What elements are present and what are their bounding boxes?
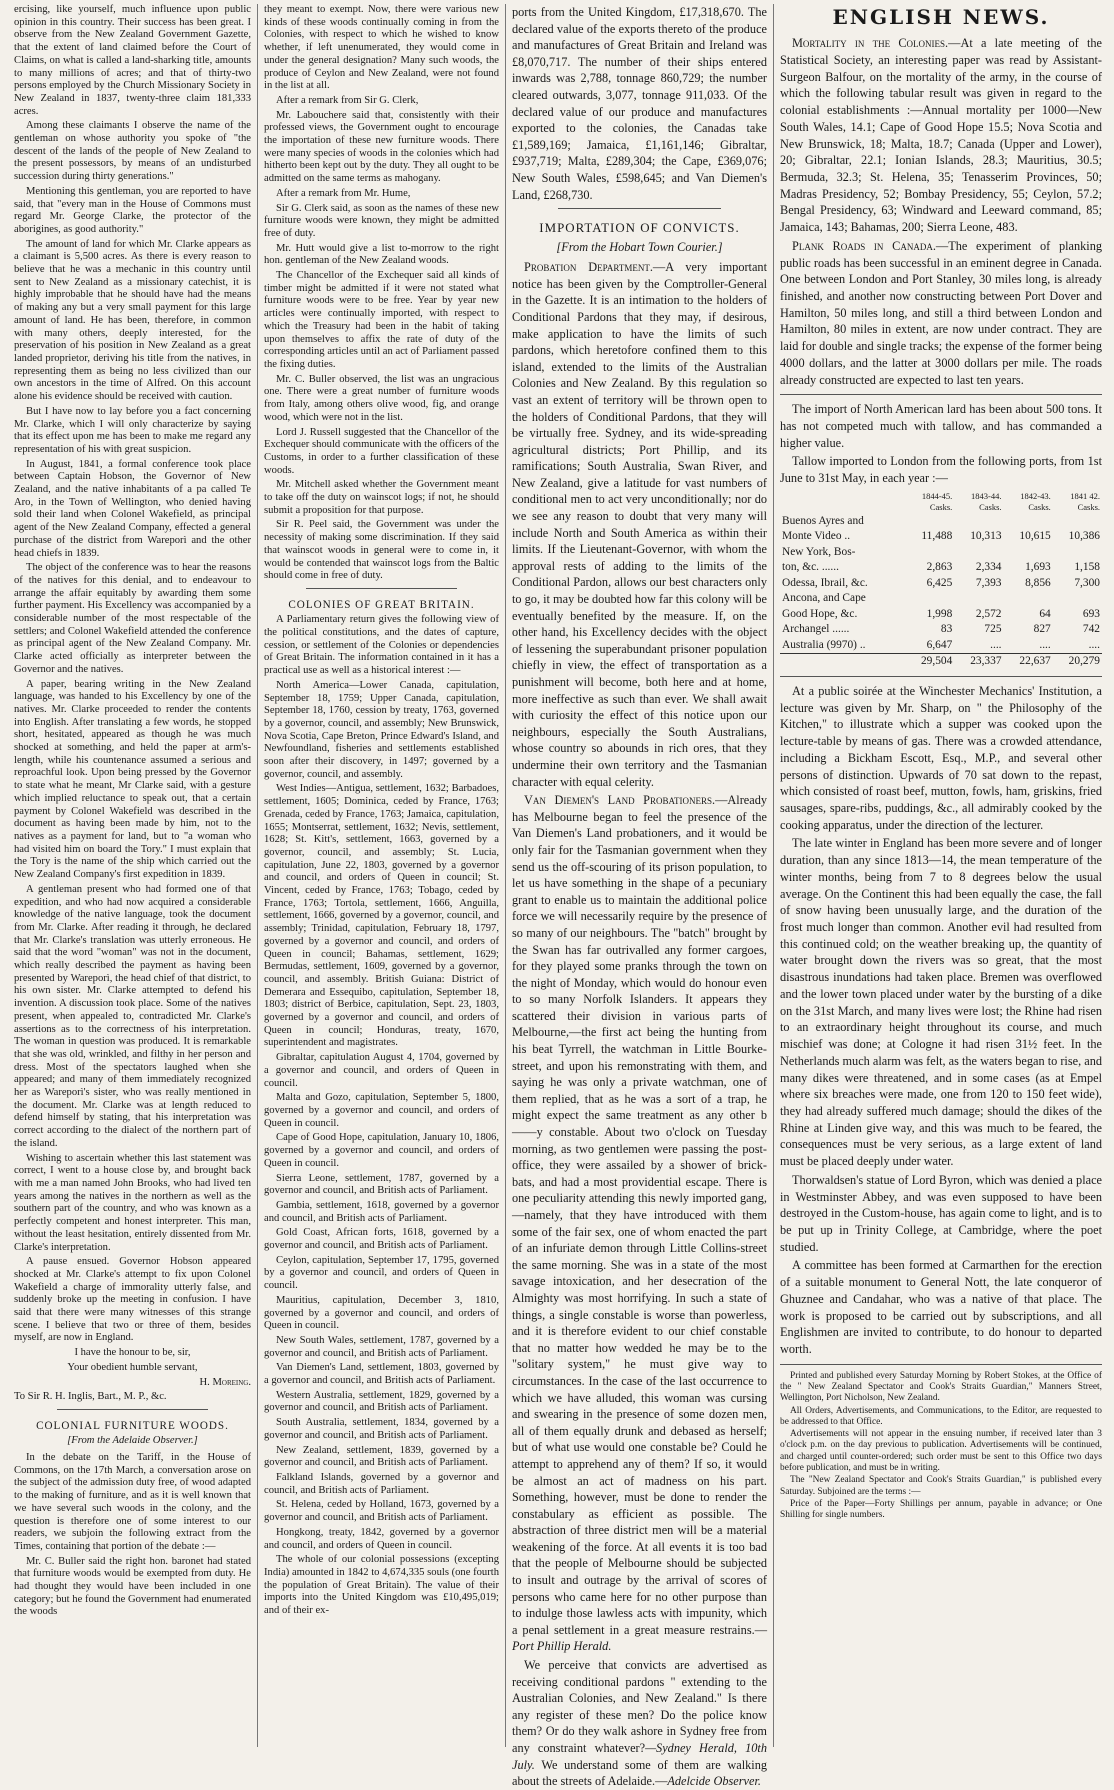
table-cell: 8,856 [1025,576,1051,589]
column-1 [8,4,258,1747]
table-header-row [780,491,1102,503]
article-paragraph: North America—Lower Canada, capitulation, September 18, 1759; Upper Canada, capitulation, September 18, 1760, cession by treaty, 1763, governed by a governor, council, and assembly; New Brunswick, Nova Scotia, Cape Breton, Prince Edward's Island, and Newfoundland, fisheries and settlements established soon after their discovery, in 1497; governed by a governor, council, and assembly. [264,679,499,780]
article-source: [From the Adelaide Observer.] [67,1435,198,1447]
table-cell: 22,637 [1004,654,1053,670]
section-divider [780,1364,1102,1365]
imprint-paragraph: Printed and published every Saturday Morning by Robert Stokes, at the Office of the " New Zealand Spectator and Cook's Straits Guardian," Manners Street, Wellington, Port Nicholson, New Zealand. [780,1370,1102,1404]
article-heading: IMPORTATION OF CONVICTS. [539,220,740,236]
table-cell: 725 [984,623,1002,636]
article-paragraph: Western Australia, settlement, 1829, governed by a governor and council, and British acts of Parliament. [264,1389,499,1414]
column-4 [774,4,1108,1747]
table-cell [954,591,1003,607]
table-row-label: Ancona, and Cape [782,592,866,605]
article-paragraph: After a remark from Sir G. Clerk, [276,94,419,106]
table-header-cell: Casks. [929,502,953,513]
table-cell: .... [990,638,1002,651]
table-cell [905,545,954,561]
table-cell: 11,488 [921,530,953,543]
letter-signature: H. Moreing. [199,1376,251,1388]
table-cell [1053,514,1102,530]
table-cell: 2,863 [926,561,953,574]
table-header-cell: 1843-44. [971,490,1002,501]
table-header-cell: Casks. [979,502,1002,513]
article-paragraph: New Zealand, settlement, 1839, governed by a governor and council, and British acts of Parliament. [264,1444,499,1469]
article-paragraph: The Chancellor of the Exchequer said all kinds of timber might be admitted if it were not stated what furniture woods were to be free. Year by year new articles were continually imported, with respect to which the Treasury had been in the habit of taking upon themselves to affix the rate of duty of the corresponding articles until an act of Parliament passed the fixing duties. [264,270,499,370]
article-paragraph: Gambia, settlement, 1618, governed by a governor and council, and British acts of Parliament. [264,1199,499,1224]
table-cell: 1,693 [1025,561,1051,574]
table-cell: 64 [1039,607,1051,620]
article-paragraph: Hongkong, treaty, 1842, governed by a governor and council, and orders of Queen in council. [264,1526,499,1551]
article-paragraph: Malta and Gozo, capitulation, September 5, 1800, governed by a governor and council, and orders of Queen in council. [264,1092,499,1129]
tallow-import-table [780,491,1102,670]
table-cell: 1,998 [926,607,953,620]
paragraph-body: —Already has Melbourne began to feel the presence of the Van Diemen's Land probationers, and it would be only fair for the Tasmanian government when they send us the off-scouring of its prison population, to let us have something in the shape of a pecuniary grant to enable us to maintain the additional police force we will necessarily require by the presence of so many of our neighbours. The "batch" brought by the Swan has far outrivalled any former cargoes, for they played some pranks through the town on the night of Monday, which would do honour even to so many Norfolk Islanders. It appears they scattered their division in various parts of Melbourne,—the first act being the hunting from his beat Tyrrell, the watchman in Little Bourke-street, and upon his remonstrating with them, and saying he was only a private watchman, one of them replied, that as he was a sort of a trap, he might expect the same treatment as any other b——y constable. About two o'clock on Tuesday morning, as two gentlemen were passing the post-office, they were assailed by a shower of brick-bats, and had a most providential escape. There is one peculiarity attending this newly imported gang,—namely, that they have introduced with them some of the fair sex, one of whom enacted the part of an infuriate demon through Little Collins-street the same morning. She was in a state of the most savage intoxication, and her desecration of the Almighty was most horrifying. In such a state of things, a single constable is worse than powerless, and it is therefore evident to our chief constable that no matter how wedded he may be to the "solitary system," he must give way to circumstances. In the case of the last occurrence to which we have alluded, this woman was cursing and swearing in the presence of some dozen men, all of them equally drunk and debased as herself; but of what use would one constable be? Could he attempt to apprehend any of them? If so, it would be almost an act of madness on his part. Something, however, must be done to render the constabulary as efficient as possible. The abstraction of three district men will be a material weakening of the force. At all events it is too bad that the people of Melbourne should be subjected to insult and outrage by the arrival of scores of persons who came here for no other purpose than to indulge those lawless acts with impunity, which a penal settlement in a great measure restrains.— [512,793,767,1637]
article-paragraph: Mr. Mitchell asked whether the Government meant to take off the duty on wainscot logs; if not, he should submit a proposition for that purpose. [264,479,499,516]
article-paragraph [512,792,767,1655]
paragraph-lead: Plank Roads in Canada. [792,238,936,253]
table-cell [1053,545,1102,561]
table-cell [905,514,954,530]
article-paragraph: they meant to exempt. Now, there were various new kinds of these woods continually coming in from the Colonies, with respect to which he wished to know whether, if left unenumerated, they would come in under the general designation? Many such woods, the produce of Ceylon and New Zealand, were not found in the list at all. [264,4,499,92]
table-row [780,545,1102,561]
paragraph-source: Port Phillip Herald. [512,1639,612,1654]
paragraph-lead: Mortality in the Colonies. [792,36,949,51]
paragraph-source: —Sydney Herald, 10th July. [512,1741,767,1772]
table-header-row [780,502,1102,514]
table-cell: 10,386 [1068,530,1100,543]
table-cell: .... [1039,638,1051,651]
letter-paragraph: The object of the conference was to hear the reasons of the natives for this denial, and to endeavour to arrange the affair equitably by awarding them some further payment. His Excellency was accompanied by a considerable number of the most respectable of the settlers; and Colonel Wakefield attended the conference as principal agent of the New Zealand Company. Mr. Clarke acted officially as interpreter between the Governor and the natives. [14,562,251,675]
table-row [780,576,1102,592]
article-paragraph [512,1657,767,1790]
paragraph-body: —At a late meeting of the Statistical Society, an interesting paper was read by Assistant-Surgeon Balfour, on the mortality of the army, in the course of which the following tabular result was given in regard to the colonial establishments :—Annual mortality per 1000—New South Wales, 14.1; Cape of Good Hope 15.5; Nova Scotia and New Brunswick, 18; Malta, 18.7; Canada (Upper and Lower), 20; Gibraltar, 22.1; Ionian Islands, 28.3; Mauritius, 30.5; Bermuda, 32.3; St. Helena, 35; Tenasserim Provinces, 50; Madras Presidency, 52; Bombay Presidency, 55; Ceylon, 57.2; Bengal Presidency, 63; Windward and Leeward command, 85; Jamaica, 143; Bahamas, 200; Sierra Leone, 483. [780,36,1102,235]
table-cell [954,545,1003,561]
table-cell: 23,337 [954,654,1003,670]
table-cell: .... [1088,638,1100,651]
letter-paragraph: A pause ensued. Governor Hobson appeared shocked at Mr. Clarke's attempt to fix upon Colonel Wakefield a charge of immorality utterly false, and suddenly broke up the meeting in confusion. I have said that there were many witnesses of this strange scene. I believe that two or three of them, besides myself, are now in England. [14,1256,251,1344]
article-paragraph: West Indies—Antigua, settlement, 1632; Barbadoes, settlement, 1605; Dominica, ceded by France, 1763; Grenada, ceded by France, 1763; Jamaica, capitulation, 1655; Montserrat, settlement, 1632; Nevis, settlement, 1628; St. Kitt's, settlement, 1663, governed by a governor, council, and assembly; St. Lucia, capitulation, June 22, 1803, governed by a governor and council, and orders of Queen in council; St. Vincent, ceded by France, 1763; Tobago, ceded by France, 1763; Tortola, settlement, 1666, Anguilla, settlement, 1666, governed by a governor, council, and assembly; Trinidad, capitulation, February 18, 1797, governed by a governor and council, and orders of Queen in council; Bahamas, settlement, 1629; Bermudas, settlement, 1609, governed by a governor, council, and assembly. British Guiana: District of Demerara and Essequibo, capitulation, September 18, 1803; district of Berbice, capitulation, Sept. 23, 1803, governed by a governor and council, and orders of Queen in council; Honduras, treaty, 1670, superintendent and magistrates. [264,783,499,1049]
table-cell: 1,158 [1074,561,1100,574]
letter-paragraph: ercising, like yourself, much influence upon public opinion in this country. Their success has been great. I observe from the New Zealand Government Gazette, that the extent of land claimed before the Court of Claims, on what is called a land-sharking title, amounts to many millions of acres; and that of thirty-two persons employed by the Church Missionary Society in New Zealand in 1837, twenty-three claim 181,333 acres. [14,4,251,117]
article-paragraph: Sierra Leone, settlement, 1787, governed by a governor and council, and British acts of Parliament. [264,1172,499,1197]
table-row-label: Monte Video .. [782,530,851,543]
article-paragraph: In the debate on the Tariff, in the House of Commons, on the 17th March, a conversation arose on the subject of the admission duty free, of wood adapted to the making of furniture, and as it is well known that we have several such woods in the colony, and the question is therefore one of some interest to our readers, we subjoin the following extract from the Times, containing that portion of the debate :— [14,1451,251,1552]
article-paragraph: Cape of Good Hope, capitulation, January 10, 1806, governed by a governor and council, and orders of Queen in council. [264,1132,499,1169]
table-row [780,514,1102,530]
table-header-cell: 1844-45. [921,490,953,501]
table-row-label: Archangel ...... [782,623,850,636]
table-row [780,591,1102,607]
letter-closing: Your obedient humble servant, [67,1361,198,1373]
table-row-label: New York, Bos- [782,545,856,558]
section-divider [780,394,1102,395]
table-cell [905,591,954,607]
article-paragraph: Mr. Labouchere said that, consistently with their professed views, the Government ought to encourage the importation of these new furniture woods. There were many species of woods in the colonies which had hitherto been kept out by the duty. They all ought to be admitted on the same terms as mahogany. [264,109,499,185]
paragraph-source: Adelcide Observer. [667,1774,761,1789]
paragraph-body: —The experiment of planking public roads has been successful in an eminent degree in Canada. One between London and Port Stanley, 30 miles long, is already finished, and another now constructing between Port Dover and Hamilton, 50 miles long, and still a third between London and Hamilton, 80 miles in extent, are now under contract. They are laid for double and single tracks; the expense of the former being 4000 dollars, and the latter at 3000 dollars per mile. The roads already constructed are expected to last ten years. [780,238,1102,387]
article-paragraph: Mr. Hutt would give a list to-morrow to the right hon. gentleman of the New Zealand woods. [264,242,499,267]
table-cell: 2,572 [975,607,1002,620]
article-paragraph: Sir R. Peel said, the Government was under the necessity of making some discrimination. If they said that wainscot woods in general were to come in, it would be contended that wainscot logs from the Baltic should come in free of duty. [264,519,499,582]
paragraph-lead: Probation Department. [524,260,653,275]
section-masthead: ENGLISH NEWS. [832,5,1050,29]
table-cell [1004,591,1053,607]
section-divider [780,676,1102,677]
article-paragraph: Mr. C. Buller said the right hon. baronet had stated that furniture woods would be exempted from duty. He had thought they would have been included in one category; but he found the Government had enumerated the woods [14,1555,251,1618]
table-cell: 827 [1033,623,1051,636]
letter-paragraph: In August, 1841, a formal conference took place between Captain Hobson, the Governor of New Zealand, and the native inhabitants of a pa called Te Aro, in the Town of Wellington, who denied having sold their land when Colonel Wakefield, as principal agent of the New Zealand Company, effected a general purchase of the district from Wareporì and the other head chiefs in 1839. [14,458,251,559]
paragraph-body: —A very important notice has been given by the Comptroller-General in the Gazette. It is an intimation to the holders of Conditional Pardons that they may, if desirous, make application to have the limits of such pardons, which heretofore confined them to this island, extended to the limits of the Australian Colonies and New Zealand. By this regulation so vast an extent of territory will be thrown open to the holders of Conditional Pardons, that they will be virtually free. Sydney, and its wide-spreading agricultural districts; Port Phillip, and its ramifications; South Australia, Swan River, and New Zealand, give a latitude for vast numbers of conditional men to act very unconditionally; nor do we see any reason to doubt that very many will include North and South America as within their limits. If the Lieutenant-Governor, with whom the approval rests of adding to the limits of the Conditional Pardon, allows our best characters only to go, it may be doubted how far this colony will be eventually benefited by the measure. If, on the other hand, his Excellency decides with the object of lessening the superabundant prisoner population chiefly in view, the effect of transportation as a punishment will become, both here and at home, more ineffective as such than ever. We shall await with curiosity the effect of this notice upon our neighbours, especially the South Australians, whose country so abounds in rich ores, that they undermine their own territory and the Tasmanian character with equal celerity. [512,260,767,789]
section-divider [306,588,456,589]
table-row-label: Odessa, Ibrail, &c. [782,576,868,589]
article-paragraph: Falkland Islands, governed by a governor and council, and British acts of Parliament. [264,1471,499,1496]
article-paragraph: Mauritius, capitulation, December 3, 1810, governed by a governor and council, and orders of Queen in council. [264,1294,499,1332]
paragraph-lead: Van Diemen's Land Probationers. [524,793,716,808]
article-paragraph: ports from the United Kingdom, £17,318,670. The declared value of the exports thereto of the produce and manufactures of Great Britain and Ireland was £8,070,717. The number of their ships entered inwards was 2,788, tonnage 860,729; the number cleared outwards, 3,077, tonnage 911,033. Of the declared value of our produce and manufactures exported to the colonies, the Canadas take £1,589,169; Jamaica, £1,161,146; Gibraltar, £937,719; Malta, £289,304; the Cape, £369,076; New South Wales, £598,645; and Van Diemen's Land, £268,730. [512,5,767,202]
article-paragraph: Gibraltar, capitulation August 4, 1704, governed by a governor and council, and orders of Queen in council. [264,1052,499,1089]
table-row-label: Buenos Ayres and [782,514,864,527]
article-paragraph: The whole of our colonial possessions (excepting India) amounted in 1842 to 4,674,335 souls (one fourth the population of Great Britain). The value of their imports into the United Kingdom was £10,495,019; and of their ex- [264,1554,499,1617]
table-cell: 20,279 [1053,654,1102,670]
article-heading: COLONIES OF GREAT BRITAIN. [288,598,475,611]
article-paragraph: After a remark from Mr. Hume, [276,187,411,199]
news-paragraph [780,238,1102,388]
table-row-label: Australia (9970) .. [782,638,866,651]
article-paragraph: Mr. C. Buller observed, the list was an ungracious one. There were a great number of furniture woods from Italy, among others olive wood, fig, and orange wood, which were not in the list. [264,373,499,423]
table-cell: 6,425 [926,576,953,589]
article-paragraph: New South Wales, settlement, 1787, governed by a governor and council, and British acts of Parliament. [264,1334,499,1359]
table-cell [780,654,905,670]
letter-paragraph: Among these claimants I observe the name of the gentleman on whose authority you spoke of "the descent of the lands of the people of New Zealand to the present possessors, by means of an undisturbed succession during thirty generations." [14,120,251,183]
table-cell: 6,647 [926,638,953,651]
column-3 [506,4,774,1789]
letter-addressee: To Sir R. H. Inglis, Bart., M. P., &c. [14,1391,167,1403]
news-paragraph: Thorwaldsen's statue of Lord Byron, which was denied a place in Westminster Abbey, and was even supposed to have been destroyed in the Custom-house, has again come to light, and is to be put up in Trinity College, at Cambridge, where the poet studied. [780,1172,1102,1254]
table-cell: 7,300 [1074,576,1100,589]
table-cell [1004,545,1053,561]
article-paragraph: Sir G. Clerk said, as soon as the names of these new furniture woods were known, they might be admitted free of duty. [264,202,499,239]
article-source: [From the Hobart Town Courier.] [556,239,723,254]
table-cell: 10,313 [970,530,1002,543]
table-cell: 693 [1082,607,1100,620]
table-row-label: Good Hope, &c. [782,607,858,620]
imprint-paragraph: Advertisements will not appear in the ensuing number, if received later than 3 o'clock p.m. on the day previous to publication. Advertisements will be continued, and charged until counter-ordered; such order must be sent to this Office two days before publication, and must be in writing. [780,1429,1102,1473]
news-paragraph: The import of North American lard has been about 500 tons. It has not competed much with tallow, and has commanded a higher value. [780,402,1102,450]
letter-paragraph: Wishing to ascertain whether this last statement was correct, I went to a house close by, and brought back with me a man named John Brooks, who had lived ten years among the natives in the northern as well as the southern part of the country, and who was known as a perfectly competent and honest interpreter. This man, without the least hesitation, entirely dissented from Mr. Clarke's interpretation. [14,1152,251,1253]
table-row [780,529,1102,545]
imprint-paragraph: Price of the Paper—Forty Shillings per annum, payable in advance; or One Shilling for single numbers. [780,1498,1102,1521]
table-cell: 7,393 [975,576,1002,589]
paragraph-body: We perceive that convicts are advertised as receiving conditional pardons " extending to the Australian Colonies, and New Zealand." Is there any register of these men? Do the police know them? Or do they walk ashore in Sydney free from any constraint whatever? [512,1658,767,1755]
imprint-paragraph: The "New Zealand Spectator and Cook's Straits Guardian," is published every Saturday. Subjoined are the terms :— [780,1475,1102,1497]
paragraph-body: We understand some of them are walking about the streets of Adelaide.— [512,1757,767,1789]
table-header-cell [780,502,905,514]
article-paragraph: Gold Coast, African forts, 1618, governed by a governor and council, and British acts of Parliament. [264,1227,499,1252]
letter-closing: I have the honour to be, sir, [74,1347,191,1359]
table-row-label: ton, &c. ...... [782,561,839,574]
news-paragraph: Tallow imported to London from the following ports, from 1st June to 31st May, in each year :— [780,454,1102,486]
table-cell [954,514,1003,530]
column-2 [258,4,506,1747]
table-cell: 10,615 [1019,530,1051,543]
article-paragraph [512,259,767,790]
article-paragraph: A Parliamentary return gives the following view of the political constitutions, and the dates of capture, cession, or settlement of the Colonies or dependencies of Great Britain. The information contained in it has a practical use as well as a historical interest :— [264,614,499,677]
letter-paragraph: A paper, bearing writing in the New Zealand language, was handed to his Excellency by one of the natives. Mr. Clarke proceeded to render the contents into English. After translating a few words, he stopped short, hesitated, appeared as though he was much shocked at something, and held the paper at arm's-length, while his countenance assumed a serious and reproachful look. Upon being pressed by the Governor to state what he meant, Mr Clarke said, with a gesture which implied reluctance to speak out, that a certain payment by Colonel Wakefield was described in the document as having been made by him, not to the natives as a payment for land, but to "a woman who had visited him on board the Tory." I must explain that the Tory is the name of the ship which carried out the New Zealand Company's first expedition in 1839. [14,678,251,881]
section-divider [57,1409,209,1410]
table-cell: 742 [1082,623,1100,636]
table-header-cell: Casks. [1077,502,1100,513]
letter-paragraph: But I have now to lay before you a fact concerning Mr. Clarke, which I will only characterize by saying that its effect upon me has been to make me regard any representation of his with great suspicion. [14,405,251,455]
table-row [780,622,1102,638]
table-header-cell [780,491,905,503]
table-row [780,607,1102,623]
table-row [780,560,1102,576]
table-total-row [780,654,1102,670]
article-heading: COLONIAL FURNITURE WOODS. [36,1419,229,1432]
imprint-paragraph: All Orders, Advertisements, and Communications, to the Editor, are requested to be addressed to that Office. [780,1405,1102,1427]
article-paragraph: Lord J. Russell suggested that the Chancellor of the Exchequer should communicate with the officers of the Customs, in order to a further classification of these woods. [264,426,499,476]
news-paragraph: The late winter in England has been more severe and of longer duration, than any since 1813—14, the mean temperature of the winter months, being from 7 to 8 degrees below the usual average. On the Continent this had been equally the case, the fall of snow having been unusually large, and the duration of the frost much longer than common. Another evil had resulted from this continued cold; on the weather breaking up, the quantity of water brought down the rivers was so great, that the most disastrous inundations had taken place. Bremen was overflowed and the lower town placed under water by the bursting of a dike on the 31st March, and many lives were lost; the Rhine had risen to an extraordinary height throughout its course, and much mischief was done; at Cologne it had risen 31½ feet. In the Netherlands much alarm was felt, as the waters began to rise, and many dikes were threatened, and in some cases (as at Empel where six breaches were made, one from 120 to 150 feet wide), they had already suffered much damage; should the dikes of the Rhine at Linden give way, and this was much to be feared, the consequences must be very serious, as a large extent of land must be placed deeply under water. [780,836,1102,1169]
table-row [780,638,1102,654]
article-paragraph: South Australia, settlement, 1834, governed by a governor and council, and British acts of Parliament. [264,1417,499,1441]
table-cell [1053,591,1102,607]
table-cell: 2,334 [975,561,1002,574]
news-paragraph [780,35,1102,236]
table-cell: 29,504 [905,654,954,670]
news-paragraph: A committee has been formed at Carmarthen for the erection of a suitable monument to General Nott, the late conqueror of Ghuznee and Candahar, who was a native of that place. The work is proposed to be carried out by subscriptions, and all Englishmen are invited to contribute, to do honour to departed worth. [780,1258,1102,1356]
table-cell [1004,514,1053,530]
letter-paragraph: Mentioning this gentleman, you are reported to have said, that "every man in the House of Commons must regard Mr. George Clarke, the protector of the aborigines, as good authority." [14,185,251,235]
section-divider [558,208,721,209]
table-header-cell: 1841 42. [1070,490,1100,501]
news-paragraph: At a public soirée at the Winchester Mechanics' Institution, a lecture was given by Mr. Sharp, on " the Philosophy of the Kitchen," to illustrate which a supper was cooked upon the lecture-table by means of gas. There was a crowded attendance, including a Bickham Escott, Esq., M.P., and several other persons of distinction. Upwards of 70 sat down to the repast, which consisted of roast beef, mutton, fowls, ham, griskins, fried sausages, spare-ribs, puddings, &c., all admirably cooked by the cooking apparatus, under the direction of the lecturer. [780,683,1102,832]
table-header-cell: Casks. [1028,502,1051,513]
letter-paragraph: The amount of land for which Mr. Clarke appears as a claimant is 5,500 acres. As there is every reason to believe that he was a mechanic in this country until sent to New Zealand as a missionary catechist, it is highly improbable that he should have had the means of making any but a very small payment for this large amount of land. He has been, therefore, in common with many others, deeply interested, for the preservation of his position in New Zealand as a great landed proprietor, deriving his title from the natives, in representing them as being no less civilized than our own ancestors in the time of Alfred. On this account alone his evidence should be received with caution. [14,238,251,403]
article-paragraph: Ceylon, capitulation, September 17, 1795, governed by a governor and council, and orders of Queen in council. [264,1254,499,1292]
letter-paragraph: A gentleman present who had formed one of that expedition, and who had now acquired a considerable knowledge of the native language, took the document from Mr. Clarke. After reading it through, he declared that Mr. Clarke's translation was utterly erroneous. He said that the word "woman" was not in the document, which really described the payment as having been presented by Wareporì, the head chief of that district, to his own sister. Mr. Clarke attempted to defend his invention. A discussion took place. Some of the natives present, when appealed to, contradicted Mr. Clarke's assertions as to the correctness of his interpretation. The woman in question was produced. It is remarkable that she was old, wrinkled, and filthy in her person and dress. Most of the spectators laughed when she appeared; and many of them immediately recognized her as Wareporì's sister, who was really mentioned in the document. Mr. Clarke was at length reduced to defend himself by stating, that his interpretation was correct according to the dialect of the northern part of the island. [14,883,251,1149]
table-header-cell: 1842-43. [1020,490,1051,501]
article-paragraph: St. Helena, ceded by Holland, 1673, governed by a governor and council, and British acts of Parliament. [264,1499,499,1524]
article-paragraph: Van Diemen's Land, settlement, 1803, governed by a governor and council, and British acts of Parliament. [264,1362,499,1387]
table-cell: 83 [940,623,953,636]
publisher-imprint [780,1371,1102,1522]
